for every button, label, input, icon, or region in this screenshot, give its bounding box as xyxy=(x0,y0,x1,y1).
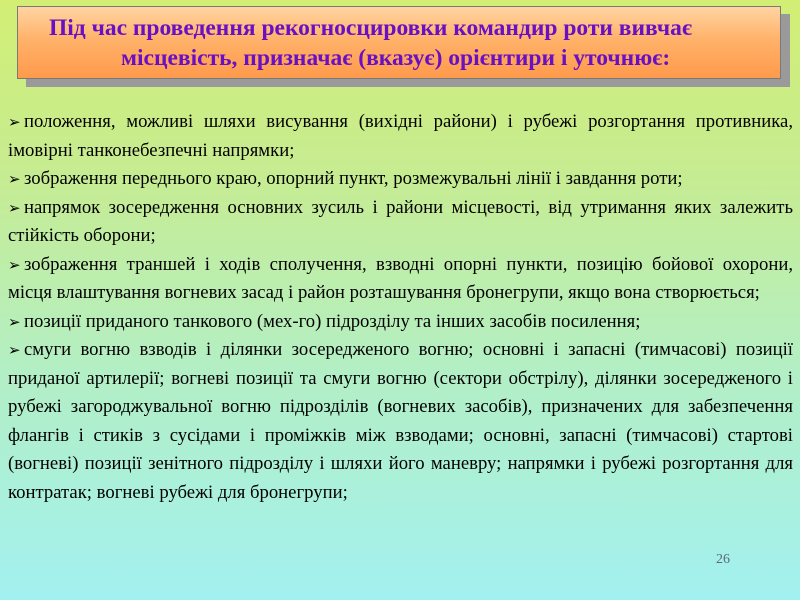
list-item xyxy=(8,165,793,194)
title-box xyxy=(17,6,781,79)
list-item xyxy=(8,308,793,337)
list-item-text: напрямок зосередження основних зусиль і райони місцевості, від утримання яких залежить стійкість оборони; xyxy=(8,196,793,246)
arrowhead-bullet-icon: ➢ xyxy=(8,312,21,331)
arrowhead-bullet-icon: ➢ xyxy=(8,198,21,217)
list-item xyxy=(8,194,793,251)
slide-title-line-2: місцевість, призначає (вказує) орієнтири і уточнює: xyxy=(121,44,671,71)
list-item-text: смуги вогню взводів і ділянки зосередженого вогню; основні і запасні (тимчасові) позиції приданої артилерії; вогневі позиції та смуги вогню (сектори обстрілу), ділянки зосередженого і рубежі загороджувальної вогню підрозділів (вогневих засобів), призначених для забезпечення флангів і стиків з сусідами і проміжків між взводами; основні, запасні (тимчасові) стартові (вогневі) позиції зенітного підрозділу і шляхи його маневру; напрямки і рубежі розгортання для контратак; вогневі рубежі для бронегрупи; xyxy=(8,339,793,503)
arrowhead-bullet-icon: ➢ xyxy=(8,113,21,131)
bullet-list xyxy=(8,108,793,507)
list-item-text: положення, можливі шляхи висування (вихідні райони) і рубежі розгортання противника, імовірні танконебезпечні напрямки; xyxy=(8,111,793,161)
arrowhead-bullet-icon: ➢ xyxy=(8,170,21,188)
slide-title xyxy=(49,13,749,73)
arrowhead-bullet-icon: ➢ xyxy=(8,255,21,274)
slide-title-line-1: Під час проведення рекогносцировки командир роти вивчає xyxy=(49,14,692,41)
list-item xyxy=(8,336,793,507)
list-item xyxy=(8,108,793,165)
list-item-text: зображення траншей і ходів сполучення, взводні опорні пункти, позицію бойової охорони, місця влаштування вогневих засад і район розташування бронегрупи, якщо вона створюється; xyxy=(8,253,793,303)
list-item-text: зображення переднього краю, опорний пункт, розмежувальні лінії і завдання роти; xyxy=(24,168,683,189)
arrowhead-bullet-icon: ➢ xyxy=(8,341,21,359)
list-item-text: позиції приданого танкового (мех-го) підрозділу та інших засобів посилення; xyxy=(24,310,641,332)
list-item xyxy=(8,251,793,308)
page-number: 26 xyxy=(716,552,730,567)
